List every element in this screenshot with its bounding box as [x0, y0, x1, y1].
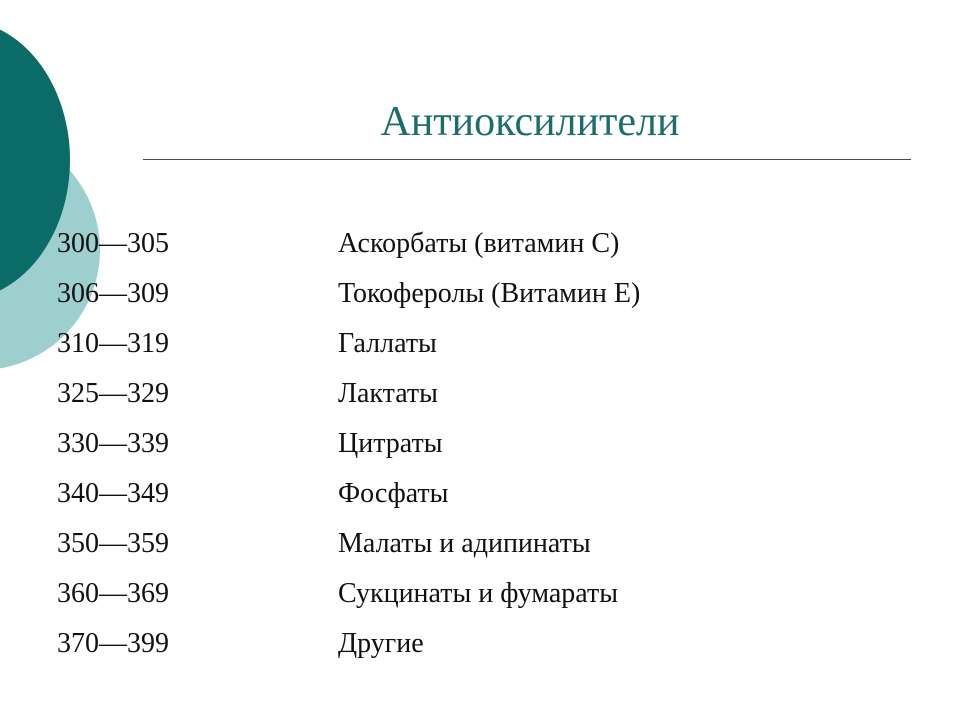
list-item	[0, 319, 960, 369]
list-item	[0, 569, 960, 619]
slide-title: Антиоксилители	[380, 99, 680, 145]
list-item	[0, 269, 960, 319]
list-item	[0, 369, 960, 419]
additive-name: Фосфаты	[338, 478, 449, 509]
code-range: 360—369	[57, 578, 169, 609]
list-item	[0, 619, 960, 669]
list-item	[0, 219, 960, 269]
title-divider	[143, 159, 911, 160]
code-range: 300—305	[57, 228, 169, 259]
list-item	[0, 519, 960, 569]
additive-name: Другие	[338, 628, 424, 659]
code-range: 330—339	[57, 428, 169, 459]
additive-list	[0, 219, 960, 669]
code-range: 340—349	[57, 478, 169, 509]
code-range: 370—399	[57, 628, 169, 659]
additive-name: Аскорбаты (витамин С)	[338, 228, 620, 259]
list-item	[0, 469, 960, 519]
code-range: 310—319	[57, 328, 169, 359]
additive-name: Сукцинаты и фумараты	[338, 578, 619, 609]
additive-name: Токоферолы (Витамин Е)	[338, 278, 641, 309]
code-range: 306—309	[57, 278, 169, 309]
code-range: 325—329	[57, 378, 169, 409]
list-item	[0, 419, 960, 469]
additive-name: Цитраты	[338, 428, 443, 459]
code-range: 350—359	[57, 528, 169, 559]
additive-name: Малаты и адипинаты	[338, 528, 591, 559]
additive-name: Лактаты	[338, 378, 438, 409]
additive-name: Галлаты	[338, 328, 437, 359]
